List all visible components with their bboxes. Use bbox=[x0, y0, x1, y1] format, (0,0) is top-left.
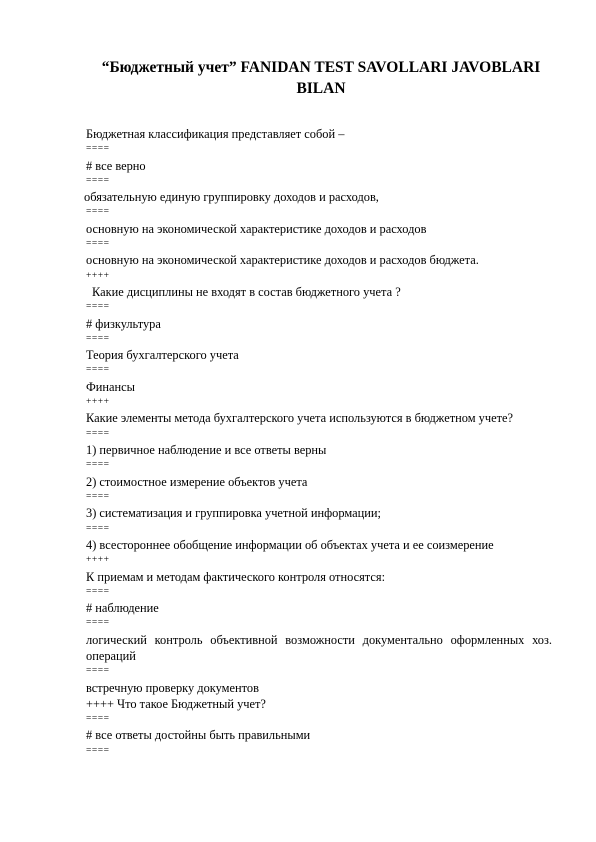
answer-text: Теория бухгалтерского учета bbox=[86, 348, 239, 363]
answer-text: # физкультура bbox=[86, 316, 161, 331]
answer-text: обязательную единую группировку доходов и расходов, bbox=[84, 190, 379, 205]
answer-text: 4) всестороннее обобщение информации об объектах учета и ее соизмерение bbox=[86, 537, 494, 552]
separator: ==== bbox=[86, 618, 110, 629]
question-separator: ++++ bbox=[86, 270, 110, 281]
separator: ==== bbox=[86, 491, 110, 502]
separator: ==== bbox=[86, 333, 110, 344]
separator: ==== bbox=[86, 523, 110, 534]
separator: ==== bbox=[86, 586, 110, 597]
separator: ==== bbox=[86, 365, 110, 376]
separator: ==== bbox=[86, 460, 110, 471]
answer-text: основную на экономической характеристике доходов и расходов бюджета. bbox=[86, 253, 479, 268]
question-separator: ++++ bbox=[86, 397, 110, 408]
answer-text: логический контроль объективной возможности документально оформленных хоз. операций bbox=[86, 632, 552, 663]
separator: ==== bbox=[86, 207, 110, 218]
answer-text: 2) стоимостное измерение объектов учета bbox=[86, 474, 308, 489]
question-text: Бюджетная классификация представляет собой – bbox=[86, 127, 345, 141]
separator: ==== bbox=[86, 713, 110, 724]
question-separator: ++++ bbox=[86, 555, 110, 566]
separator: ==== bbox=[86, 745, 110, 756]
answer-text: Финансы bbox=[86, 379, 136, 394]
document-body bbox=[86, 126, 552, 759]
separator: ==== bbox=[86, 302, 110, 313]
answer-text: 1) первичное наблюдение и все ответы верны bbox=[86, 443, 327, 458]
answer-text: 3) систематизация и группировка учетной информации; bbox=[86, 506, 381, 521]
separator: ==== bbox=[86, 239, 110, 250]
question-text: Какие дисциплины не входят в состав бюджетного учета ? bbox=[92, 285, 401, 300]
answer-text: основную на экономической характеристике доходов и расходов bbox=[86, 221, 427, 236]
question-text: ++++ Что такое Бюджетный учет? bbox=[86, 696, 266, 711]
document-title: “Бюджетный учет” FANIDAN TEST SAVOLLARI JAVOBLARI BILAN bbox=[101, 59, 541, 97]
answer-text: # все верно bbox=[86, 158, 146, 173]
answer-text: # все ответы достойны быть правильными bbox=[86, 728, 311, 743]
separator: ==== bbox=[86, 175, 110, 186]
separator: ==== bbox=[86, 144, 110, 155]
separator: ==== bbox=[86, 666, 110, 677]
answer-text: встречную проверку документов bbox=[86, 680, 259, 695]
separator: ==== bbox=[86, 428, 110, 439]
question-text: Какие элементы метода бухгалтерского учета используются в бюджетном учете? bbox=[86, 411, 513, 426]
answer-text: # наблюдение bbox=[86, 601, 159, 616]
question-text: К приемам и методам фактического контроля относятся: bbox=[86, 569, 386, 584]
